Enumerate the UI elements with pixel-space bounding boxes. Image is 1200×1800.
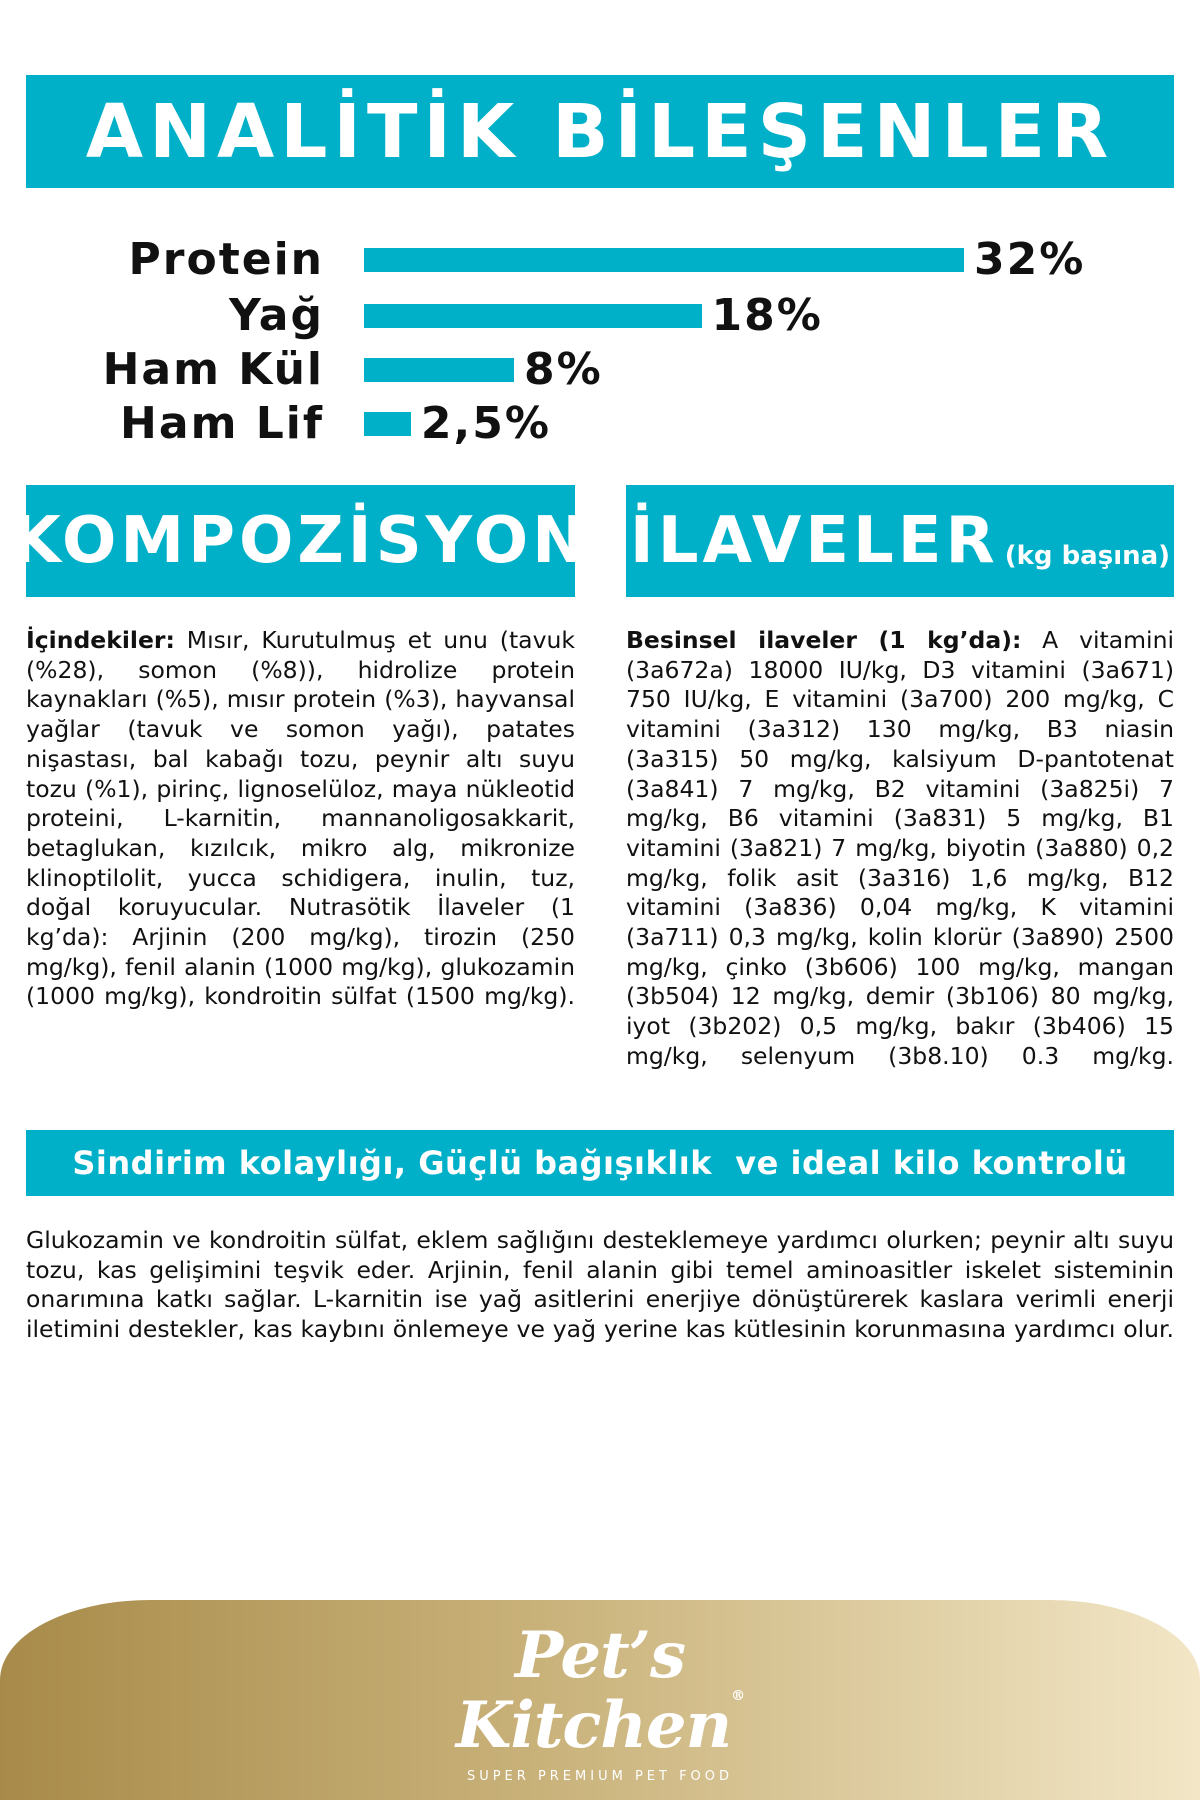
brand-logo-line2 [0,1688,1200,1763]
bar-fill-yag [364,304,702,328]
bar-row-ham-lif [0,398,1200,450]
bar-fill-ham-lif [364,412,411,436]
bar-label-yag: Yağ [228,290,324,341]
additives-text [626,626,1174,1072]
page-title: ANALİTİK BİLEŞENLER [85,88,1115,175]
composition-banner [11,485,590,597]
bar-label-ham-kul: Ham Kül [102,344,324,395]
bar-label-ham-lif: Ham Lif [120,398,324,449]
composition-lead: İçindekiler: [26,626,175,654]
bar-value-protein: 32% [974,234,1086,285]
additives-body: A vitamini (3a672a) 18000 IU/kg, D3 vitamini (3a671) 750 IU/kg, E vitamini (3a700) 200 mg/kg, C vitamini (3a312) 130 mg/kg, B3 niasin (3a315) 50 mg/kg, kalsiyum D-pantotenat (3a841) 7 mg/kg, B2 vitamini (3a825i) 7 mg/kg, B6 vitamini (3a831) 5 mg/kg, B1 vitamini (3a821) 7 mg/kg, biyotin (3a880) 0,2 mg/kg, folik asit (3a316) 1,6 mg/kg, B12 vitamini (3a836) 0,04 mg/kg, K vitamini (3a711) 0,3 mg/kg, kolin klorür (3a890) 2500 mg/kg, çinko (3b606) 100 mg/kg, mangan (3b504) 12 mg/kg, demir (3b106) 80 mg/kg, iyot (3b202) 0,5 mg/kg, bakır (3b406) 15 mg/kg, selenyum (3b8.10) 0.3 mg/kg. [626,626,1174,1070]
brand-logo-word: Kitchen [455,1688,732,1763]
composition-body: Mısır, Kurutulmuş et unu (tavuk (%28), somon (%8)), hidrolize protein kaynakları (%5), mısır protein (%3), hayvansal yağlar (tavuk ve somon yağı), patates nişastası, bal kabağı tozu, peynir altı suyu tozu (%1), pirinç, lignoselüloz, maya nükleotid proteini, L-karnitin, mannanoligosakkarit, betaglukan, kızılcık, mikro alg, mikronize klinoptilolit, yucca schidigera, inulin, tuz, doğal koruyucular. Nutrasötik İlaveler (1 kg’da): Arjinin (200 mg/kg), tirozin (250 mg/kg), fenil alanin (1000 mg/kg), glukozamin (1000 mg/kg), kondroitin sülfat (1500 mg/kg). [26,626,575,1011]
additives-heading-suffix: (kg başına) [1004,541,1171,571]
additives-banner [626,485,1174,597]
bar-value-yag: 18% [711,290,823,341]
bar-fill-protein [364,248,964,272]
bar-fill-ham-kul [364,358,514,382]
bar-row-ham-kul [0,344,1200,396]
bar-value-ham-kul: 8% [524,344,603,395]
bar-row-yag [0,290,1200,342]
registered-mark: ® [731,1688,745,1704]
composition-heading: KOMPOZİSYON [11,504,590,578]
benefits-paragraph: Glukozamin ve kondroitin sülfat, eklem sağlığını desteklemeye yardımcı olurken; peynir altı suyu tozu, kas gelişimini teşvik eder. Arjinin, fenil alanin gibi temel aminoasitler iskelet sisteminin onarımına katkı sağlar. L-karnitin ise yağ asitlerini enerjiye dönüştürerek kaslara verimli enerji iletimini destekler, kas kaybını önlemeye ve yağ yerine kas kütlesinin korunmasına yardımcı olur. [26,1226,1174,1344]
bar-label-protein: Protein [128,234,324,285]
composition-text [26,626,575,1012]
bar-value-ham-lif: 2,5% [420,398,551,449]
brand-logo-line1: Pet’s [515,1618,685,1693]
additives-heading: İLAVELER [629,504,999,578]
brand-tagline: SUPER PREMIUM PET FOOD [466,1769,734,1784]
additives-lead: Besinsel ilaveler (1 kg’da): [626,626,1022,654]
bar-row-protein [0,234,1200,286]
tagline-text: Sindirim kolaylığı, Güçlü bağışıklık ve ideal kilo kontrolü [72,1144,1128,1182]
tagline-banner [26,1130,1174,1196]
title-banner [26,75,1174,188]
